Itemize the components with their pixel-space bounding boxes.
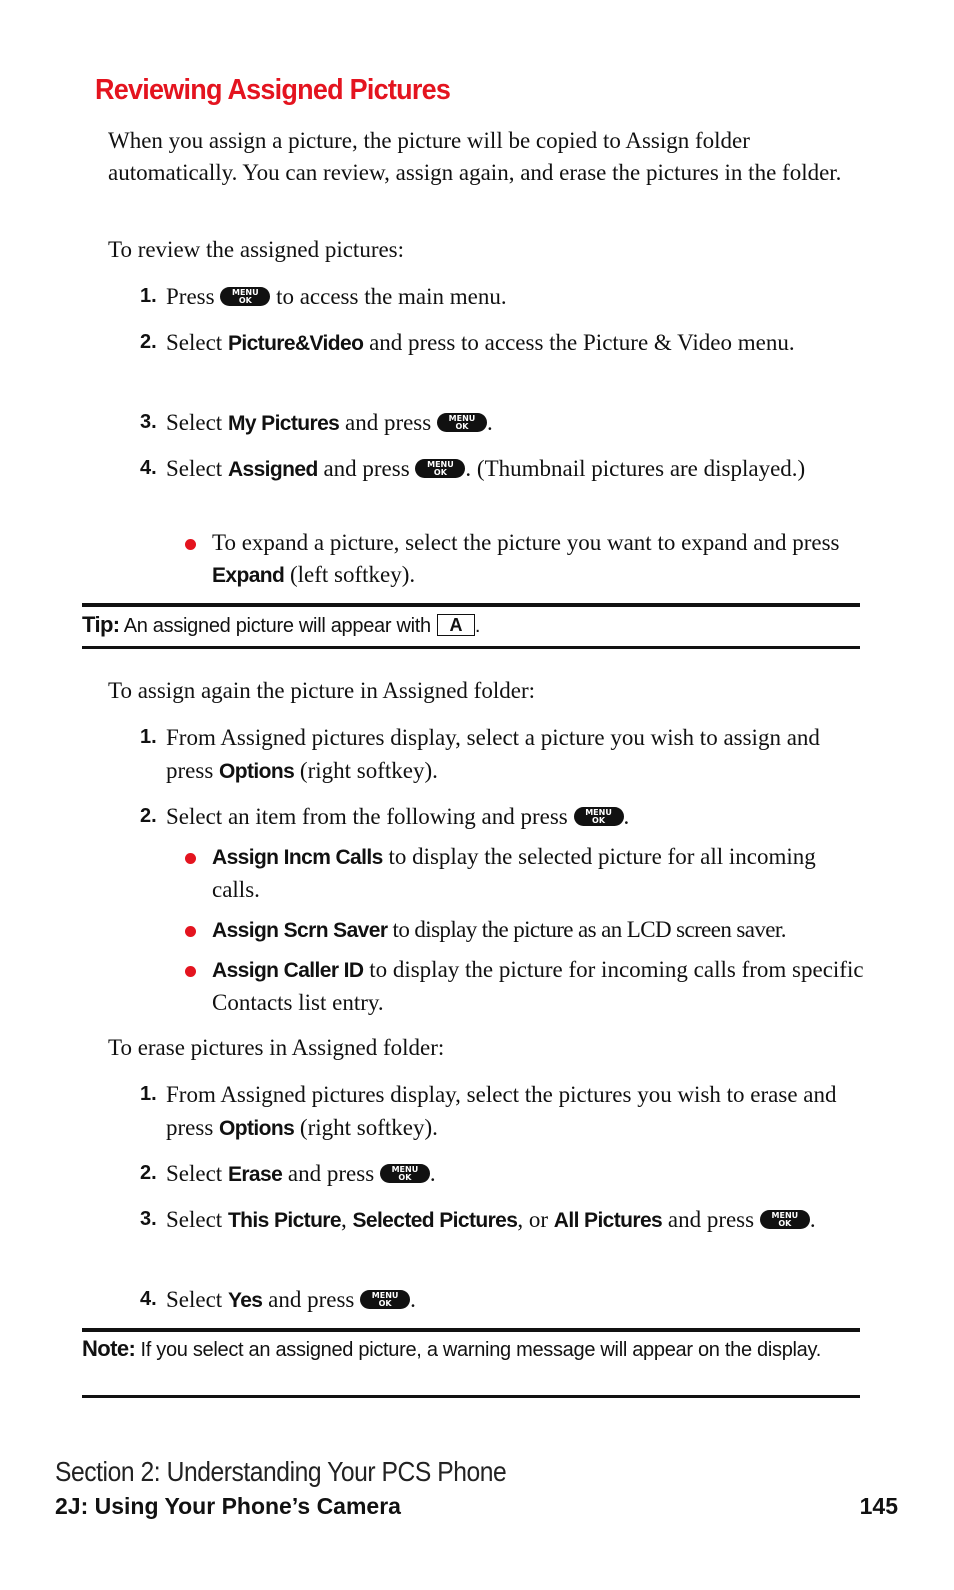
assign-bullet-screen-saver: Assign Scrn Saver to display the picture as an LCD screen saver. [185, 914, 865, 947]
note-top-rule [82, 1328, 860, 1332]
step-number: 3. [140, 411, 157, 433]
menu-ok-key-icon: MENU OK [380, 1164, 430, 1183]
review-bullet-expand: To expand a picture, select the picture you want to expand and press Expand (left softkey). [185, 527, 865, 592]
note-bottom-rule [82, 1395, 860, 1398]
red-bullet-icon [185, 966, 196, 977]
menu-ok-key-icon: MENU OK [360, 1290, 410, 1309]
tip-label: Tip: [82, 612, 120, 637]
step-number: 1. [140, 1083, 157, 1105]
step-number: 1. [140, 726, 157, 748]
step-number: 2. [140, 805, 157, 827]
assign-step-1: 1. From Assigned pictures display, select a picture you wish to assign and press Options (right softkey). [140, 721, 860, 788]
erase-step-3: 3. Select This Picture, Selected Pictures, or All Pictures and press MENU OK . [140, 1203, 860, 1237]
red-bullet-icon [185, 853, 196, 864]
tip-bottom-rule [82, 646, 860, 649]
menu-ok-key-icon: MENU OK [574, 807, 624, 826]
step-number: 4. [140, 457, 157, 479]
footer-chapter-title: 2J: Using Your Phone’s Camera [55, 1493, 401, 1519]
erase-lead: To erase pictures in Assigned folder: [108, 1035, 445, 1060]
review-step-1: 1. Press MENU OK to access the main menu. [140, 280, 860, 313]
option-selected-pictures: Selected Pictures [352, 1209, 518, 1232]
erase-step-2: 2. Select Erase and press MENU OK . [140, 1157, 860, 1191]
red-bullet-icon [185, 539, 196, 550]
option-assign-scrn-saver: Assign Scrn Saver [212, 919, 388, 942]
assign-bullet-caller-id: Assign Caller ID to display the picture for incoming calls from specific Contacts list entry. [185, 954, 865, 1019]
note-label: Note: [82, 1336, 136, 1361]
softkey-options: Options [219, 1117, 295, 1140]
menu-ok-key-icon: MENU OK [415, 459, 465, 478]
page-title: Reviewing Assigned Pictures [95, 74, 451, 106]
tip-top-rule [82, 603, 860, 607]
review-step-2: 2. Select Picture&Video and press to access the Picture & Video menu. [140, 326, 860, 360]
step-number: 4. [140, 1288, 157, 1310]
option-all-pictures: All Pictures [553, 1209, 663, 1232]
menu-item-picture-video: Picture&Video [227, 332, 364, 355]
review-step-3: 3. Select My Pictures and press MENU OK . [140, 406, 860, 440]
review-step-4: 4. Select Assigned and press MENU OK . (Thumbnail pictures are displayed.) [140, 452, 860, 486]
softkey-options: Options [219, 760, 295, 783]
footer-section-title: Section 2: Understanding Your PCS Phone [55, 1456, 507, 1487]
step-number: 3. [140, 1208, 157, 1230]
assign-step-2: 2. Select an item from the following and press MENU OK . [140, 800, 860, 833]
option-this-picture: This Picture [227, 1209, 341, 1232]
step-number: 1. [140, 285, 157, 307]
option-assign-incm-calls: Assign Incm Calls [212, 846, 383, 869]
intro-paragraph: When you assign a picture, the picture will be copied to Assign folder automatically. You can review, assign again, and erase the pictures in the folder. [108, 128, 842, 185]
option-assign-caller-id: Assign Caller ID [212, 959, 364, 982]
menu-ok-key-icon: MENU OK [437, 413, 487, 432]
erase-step-1: 1. From Assigned pictures display, select the pictures you wish to erase and press Options (right softkey). [140, 1078, 860, 1145]
assign-lead: To assign again the picture in Assigned folder: [108, 678, 535, 703]
option-yes: Yes [227, 1289, 263, 1312]
assign-bullet-incoming-calls: Assign Incm Calls to display the selected picture for all incoming calls. [185, 841, 865, 906]
menu-item-assigned: Assigned [227, 458, 318, 481]
assigned-a-icon: A [437, 614, 475, 636]
menu-ok-key-icon: MENU OK [220, 287, 270, 306]
menu-item-my-pictures: My Pictures [227, 412, 340, 435]
erase-step-4: 4. Select Yes and press MENU OK . [140, 1283, 860, 1317]
review-lead: To review the assigned pictures: [108, 237, 405, 262]
red-bullet-icon [185, 926, 196, 937]
tip-box: Tip: An assigned picture will appear with A . [82, 612, 481, 637]
step-number: 2. [140, 331, 157, 353]
page-number: 145 [859, 1493, 898, 1519]
menu-item-erase: Erase [227, 1163, 283, 1186]
step-number: 2. [140, 1162, 157, 1184]
softkey-expand: Expand [212, 564, 285, 587]
note-box: Note: If you select an assigned picture, a warning message will appear on the display. [82, 1336, 821, 1361]
menu-ok-key-icon: MENU OK [760, 1210, 810, 1229]
